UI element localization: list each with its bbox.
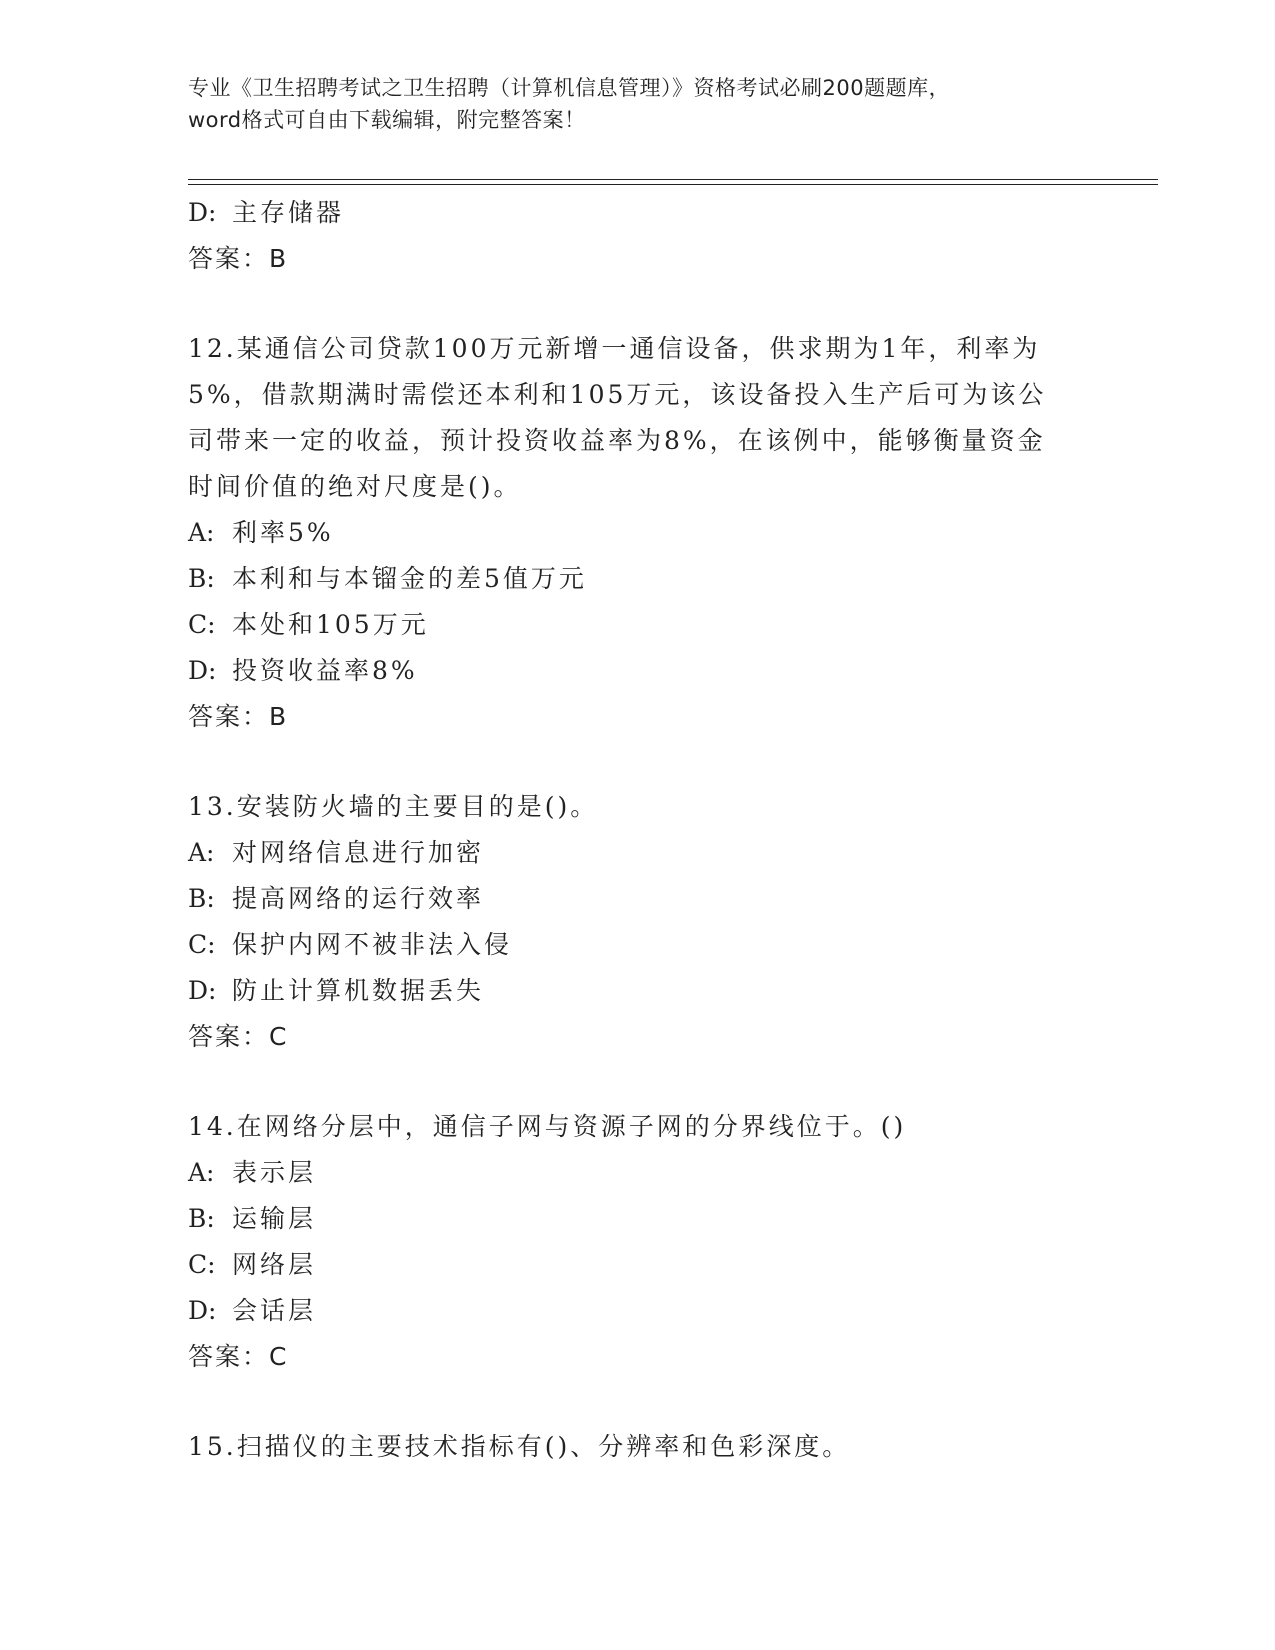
document-header <box>188 72 1088 136</box>
answer: 答案：B <box>188 244 289 273</box>
question-stem <box>188 1424 1088 1470</box>
option-d <box>188 648 1088 694</box>
option-b <box>188 1196 1088 1242</box>
header-line-2: word格式可自由下载编辑，附完整答案！ <box>188 108 586 132</box>
option-a <box>188 510 1088 556</box>
option-text: 表示层 <box>232 1158 317 1187</box>
option-text: 主存储器 <box>232 198 345 227</box>
option-text: 网络层 <box>232 1250 317 1279</box>
question-stem <box>188 784 1088 830</box>
option-label: A: <box>188 838 215 867</box>
option-text: 会话层 <box>232 1296 317 1325</box>
option-label: D: <box>188 656 217 685</box>
option-label: B: <box>188 564 215 593</box>
option-text: 对网络信息进行加密 <box>232 838 485 867</box>
header-rule-top <box>188 179 1158 180</box>
option-label: B: <box>188 884 215 913</box>
option-a <box>188 830 1088 876</box>
option-label: D: <box>188 1296 217 1325</box>
header-rule-bottom <box>188 184 1158 185</box>
stem-line: 15.扫描仪的主要技术指标有()、分辨率和色彩深度。 <box>188 1432 851 1461</box>
option-label: A: <box>188 518 215 547</box>
option-label: C: <box>188 610 216 639</box>
option-text: 本利和与本镏金的差5值万元 <box>232 564 587 593</box>
option-label: D: <box>188 976 217 1005</box>
option-label: C: <box>188 1250 216 1279</box>
option-c <box>188 922 1088 968</box>
option-label: A: <box>188 1158 215 1187</box>
option-a <box>188 1150 1088 1196</box>
answer: 答案：B <box>188 702 289 731</box>
stem-line: 时间价值的绝对尺度是()。 <box>188 472 522 501</box>
option-text: 本处和105万元 <box>232 610 429 639</box>
answer: 答案：C <box>188 1022 289 1051</box>
stem-line: 14.在网络分层中，通信子网与资源子网的分界线位于。() <box>188 1112 907 1141</box>
option-b <box>188 876 1088 922</box>
option-text: 提高网络的运行效率 <box>232 884 485 913</box>
option-text: 运输层 <box>232 1204 317 1233</box>
stem-line: 12.某通信公司贷款100万元新增一通信设备，供求期为1年，利率为 <box>188 334 1041 363</box>
header-line-1: 专业《卫生招聘考试之卫生招聘（计算机信息管理）》资格考试必刷200题题库， <box>188 76 951 100</box>
option-d <box>188 1288 1088 1334</box>
option-text: 投资收益率8% <box>232 656 418 685</box>
option-text: 保护内网不被非法入侵 <box>232 930 513 959</box>
stem-line: 5%，借款期满时需偿还本利和105万元，该设备投入生产后可为该公 <box>188 380 1047 409</box>
option-label: D: <box>188 198 217 227</box>
option-label: C: <box>188 930 216 959</box>
stem-line: 司带来一定的收益，预计投资收益率为8%，在该例中，能够衡量资金 <box>188 426 1046 455</box>
answer: 答案：C <box>188 1342 289 1371</box>
option-b <box>188 556 1088 602</box>
option-c <box>188 602 1088 648</box>
option-d <box>188 968 1088 1014</box>
question-stem <box>188 1104 1088 1150</box>
option-text: 利率5% <box>232 518 334 547</box>
option-c <box>188 1242 1088 1288</box>
stem-line: 13.安装防火墙的主要目的是()。 <box>188 792 599 821</box>
option-text: 防止计算机数据丢失 <box>232 976 485 1005</box>
question-stem <box>188 326 1088 510</box>
question-list <box>188 190 1088 1470</box>
option-d <box>188 190 1088 236</box>
option-label: B: <box>188 1204 215 1233</box>
